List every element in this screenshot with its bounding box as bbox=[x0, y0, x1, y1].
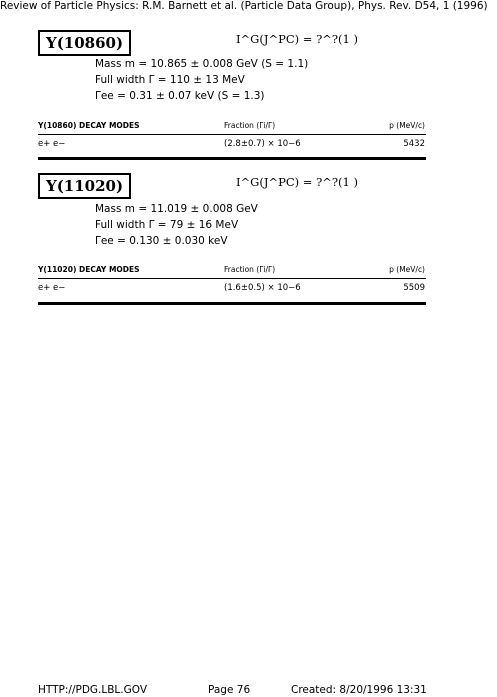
footer-url: HTTP://PDG.LBL.GOV bbox=[38, 684, 148, 696]
journal-header: Review of Particle Physics: R.M. Barnett et al. (Particle Data Group), Phys. Rev. D54, 1 (1996) bbox=[0, 0, 488, 12]
col-momentum: p (MeV/c) bbox=[389, 265, 425, 274]
footer-created: Created: 8/20/1996 13:31 bbox=[291, 684, 427, 696]
decay-mode: e+ e− bbox=[38, 283, 66, 293]
table-end-rule bbox=[38, 302, 426, 305]
col-decay-modes: Υ(10860) DECAY MODES bbox=[38, 121, 140, 130]
col-decay-modes: Υ(11020) DECAY MODES bbox=[38, 265, 140, 274]
decay-momentum: 5509 bbox=[403, 283, 425, 293]
gamma-ee-line: Γee = 0.130 ± 0.030 keV bbox=[95, 235, 228, 247]
mass-line: Mass m = 10.865 ± 0.008 GeV (S = 1.1) bbox=[95, 58, 309, 70]
quantum-numbers: I^G(J^PC) = ?^?(1 ) bbox=[236, 32, 358, 46]
table-rule bbox=[38, 278, 426, 279]
decay-fraction: (2.8±0.7) × 10−6 bbox=[224, 139, 301, 149]
footer-page: Page 76 bbox=[208, 684, 251, 696]
gamma-ee-line: Γee = 0.31 ± 0.07 keV (S = 1.3) bbox=[95, 90, 265, 102]
decay-fraction: (1.6±0.5) × 10−6 bbox=[224, 283, 301, 293]
table-rule bbox=[38, 134, 426, 135]
decay-mode: e+ e− bbox=[38, 139, 66, 149]
col-fraction: Fraction (Γi/Γ) bbox=[224, 265, 276, 274]
col-momentum: p (MeV/c) bbox=[389, 121, 425, 130]
width-line: Full width Γ = 110 ± 13 MeV bbox=[95, 74, 245, 86]
particle-name-box: Υ(10860) bbox=[38, 30, 131, 56]
particle-name-box: Υ(11020) bbox=[38, 173, 131, 199]
mass-line: Mass m = 11.019 ± 0.008 GeV bbox=[95, 203, 258, 215]
width-line: Full width Γ = 79 ± 16 MeV bbox=[95, 219, 239, 231]
quantum-numbers: I^G(J^PC) = ?^?(1 ) bbox=[236, 175, 358, 189]
col-fraction: Fraction (Γi/Γ) bbox=[224, 121, 276, 130]
table-end-rule bbox=[38, 157, 426, 160]
decay-momentum: 5432 bbox=[403, 139, 425, 149]
